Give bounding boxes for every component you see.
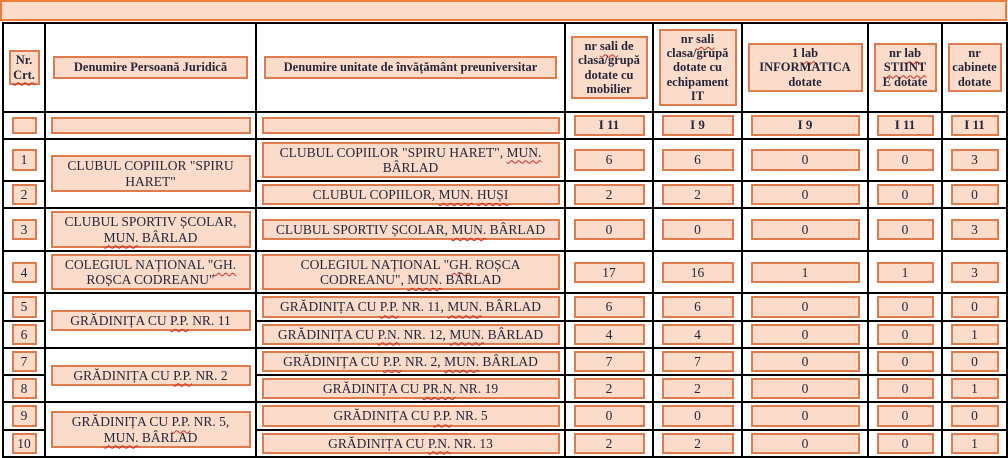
value: 3 xyxy=(971,222,978,238)
legal-entity-name: GRĂDINIȚA CU P.P. NR. 2 xyxy=(73,367,228,383)
value: 0 xyxy=(801,187,809,203)
value-cell xyxy=(565,430,653,457)
value-cell xyxy=(942,208,1007,251)
value: 2 xyxy=(694,435,701,451)
value-cell xyxy=(942,430,1007,457)
header-nr-crt-label: Nr. Crt. xyxy=(13,53,35,82)
subheader-code: I 11 xyxy=(894,117,916,132)
legal-entity-name: CLUBUL COPIILOR "SPIRU HARET" xyxy=(67,158,234,189)
value-cell xyxy=(565,208,653,251)
school-unit-cell xyxy=(256,251,565,294)
subheader-code-cell xyxy=(868,112,942,139)
row-number-cell xyxy=(3,348,45,375)
school-unit-name: GRĂDINIȚA CU P.P. NR. 5 xyxy=(333,408,488,424)
value-cell xyxy=(942,251,1007,294)
row-number-cell xyxy=(3,375,45,402)
value-cell xyxy=(742,139,868,182)
row-number: 10 xyxy=(17,435,31,451)
value-cell xyxy=(653,293,742,320)
value: 6 xyxy=(605,152,613,168)
value-cell xyxy=(868,375,942,402)
value: 2 xyxy=(694,187,701,203)
subheader-code: I 9 xyxy=(797,117,813,132)
header-persoana-juridica-label: Denumire Persoană Juridică xyxy=(73,60,228,75)
value-cell xyxy=(868,321,942,348)
row-number: 5 xyxy=(20,299,28,315)
subheader-blank-cell xyxy=(3,112,45,139)
table-row xyxy=(3,402,1007,429)
school-unit-cell xyxy=(256,208,565,251)
value-cell xyxy=(942,375,1007,402)
value-cell xyxy=(653,208,742,251)
school-unit-name: CLUBUL SPORTIV ȘCOLAR, MUN. BÂRLAD xyxy=(275,222,546,238)
value: 7 xyxy=(694,353,701,369)
subheader-code: I 11 xyxy=(964,117,985,132)
value-cell xyxy=(868,251,942,294)
value: 0 xyxy=(605,222,613,238)
value-cell xyxy=(565,402,653,429)
table-row xyxy=(3,208,1007,251)
value-cell xyxy=(942,293,1007,320)
school-unit-cell xyxy=(256,293,565,320)
value-cell xyxy=(742,251,868,294)
header-cabinete-label: nr cabinete dotate xyxy=(952,46,997,89)
header-persoana-juridica xyxy=(45,23,256,112)
value: 0 xyxy=(901,326,909,342)
value-cell xyxy=(868,181,942,208)
value: 0 xyxy=(801,299,809,315)
value-cell xyxy=(742,375,868,402)
value: 0 xyxy=(801,381,809,397)
subheader-code-cell xyxy=(742,112,868,139)
value-cell xyxy=(565,375,653,402)
value: 0 xyxy=(694,408,701,424)
school-unit-cell xyxy=(256,348,565,375)
value: 1 xyxy=(801,264,809,280)
school-unit-cell xyxy=(256,321,565,348)
header-cabinete xyxy=(942,23,1007,112)
value: 0 xyxy=(801,353,809,369)
value: 0 xyxy=(971,353,978,369)
school-unit-name: GRĂDINIȚA CU P.N. NR. 12, MUN. BÂRLAD xyxy=(277,326,544,342)
value: 6 xyxy=(694,299,701,315)
subheader-blank-cell xyxy=(45,112,256,139)
header-sali-it-label: nr sali clasa/grupă dotate cu echipament IT xyxy=(666,32,729,103)
row-number-cell xyxy=(3,430,45,457)
value-cell xyxy=(653,402,742,429)
value-cell xyxy=(742,293,868,320)
value: 1 xyxy=(971,435,978,451)
value: 1 xyxy=(901,264,909,280)
value-cell xyxy=(942,139,1007,182)
header-lab-informatica-label: 1 lab INFORMATICA dotate xyxy=(759,46,851,89)
subheader-code: I 9 xyxy=(690,117,705,132)
row-number-cell xyxy=(3,251,45,294)
empty-title-band xyxy=(0,0,1007,21)
header-sali-it xyxy=(653,23,742,112)
header-nr-crt xyxy=(3,23,45,112)
value: 1 xyxy=(971,326,978,342)
value: 16 xyxy=(690,264,705,280)
value: 0 xyxy=(971,408,978,424)
school-unit-name: COLEGIUL NAȚIONAL "GH. ROȘCA CODREANU", MUN. BÂRLAD xyxy=(300,256,521,288)
header-sali-mobilier xyxy=(565,23,653,112)
value: 0 xyxy=(801,326,809,342)
value-cell xyxy=(942,181,1007,208)
header-lab-stiinte-line2: STIINT xyxy=(883,60,927,75)
school-unit-name: CLUBUL COPIILOR, MUN. HUȘI xyxy=(312,187,509,203)
table-row xyxy=(3,348,1007,375)
subheader-blank-cell xyxy=(256,112,565,139)
header-lab-stiinte-line1: nr lab xyxy=(888,46,922,61)
school-unit-name: GRĂDINIȚA CU P.P. NR. 2, MUN. BÂRLAD xyxy=(283,353,538,369)
value-cell xyxy=(868,293,942,320)
row-number: 4 xyxy=(20,264,28,280)
value: 17 xyxy=(602,264,616,280)
school-unit-cell xyxy=(256,139,565,182)
row-number: 9 xyxy=(20,408,28,424)
value: 2 xyxy=(605,435,613,451)
school-unit-name: GRĂDINIȚA CU P.P. NR. 11, MUN. BÂRLAD xyxy=(280,299,541,315)
value: 0 xyxy=(901,408,909,424)
school-unit-cell xyxy=(256,402,565,429)
value-cell xyxy=(742,181,868,208)
value: 3 xyxy=(971,152,978,168)
header-row xyxy=(3,23,1007,112)
value-cell xyxy=(742,348,868,375)
school-unit-name: GRĂDINIȚA CU P.N. NR. 13 xyxy=(328,435,493,451)
legal-entity-cell xyxy=(45,293,256,348)
row-number-cell xyxy=(3,208,45,251)
row-number: 8 xyxy=(20,381,28,397)
header-lab-informatica xyxy=(742,23,868,112)
row-number: 2 xyxy=(20,187,28,203)
subheader-row xyxy=(3,112,1007,139)
value-cell xyxy=(742,430,868,457)
value-cell xyxy=(653,139,742,182)
value: 2 xyxy=(605,187,613,203)
legal-entity-name: GRĂDINIȚA CU P.P. NR. 11 xyxy=(70,313,231,329)
value: 0 xyxy=(901,222,909,238)
value-cell xyxy=(742,321,868,348)
value: 0 xyxy=(901,187,909,203)
legal-entity-name: CLUBUL SPORTIV ȘCOLAR, MUN. BÂRLAD xyxy=(64,214,237,245)
school-unit-cell xyxy=(256,181,565,208)
school-unit-name: GRĂDINIȚA CU PR.N. NR. 19 xyxy=(322,381,499,397)
value: 4 xyxy=(605,326,613,342)
value: 0 xyxy=(801,152,809,168)
table-row xyxy=(3,251,1007,294)
value-cell xyxy=(653,348,742,375)
value: 0 xyxy=(801,222,809,238)
row-number-cell xyxy=(3,293,45,320)
row-number-cell xyxy=(3,139,45,182)
school-unit-name: CLUBUL COPIILOR "SPIRU HARET", MUN. BÂRLAD xyxy=(279,144,542,175)
legal-entity-name: COLEGIUL NAȚIONAL "GH. ROȘCA CODREANU" xyxy=(64,256,237,288)
value-cell xyxy=(653,430,742,457)
legal-entity-name: GRĂDINIȚA CU P.P. NR. 5, MUN. BÂRLAD xyxy=(71,414,230,445)
value: 7 xyxy=(605,353,613,369)
row-number: 6 xyxy=(20,326,28,342)
value-cell xyxy=(868,402,942,429)
value-cell xyxy=(565,293,653,320)
subheader-code-cell xyxy=(565,112,653,139)
header-sali-mobilier-label: nr sali de clasa/grupă dotate cu mobilier xyxy=(578,39,640,96)
value: 1 xyxy=(971,381,978,397)
table-row xyxy=(3,139,1007,182)
value: 4 xyxy=(694,326,701,342)
value-cell xyxy=(653,181,742,208)
row-number-cell xyxy=(3,181,45,208)
row-number-cell xyxy=(3,402,45,429)
legal-entity-cell xyxy=(45,348,256,403)
legal-entity-cell xyxy=(45,251,256,294)
school-unit-cell xyxy=(256,375,565,402)
value-cell xyxy=(868,139,942,182)
value-cell xyxy=(565,139,653,182)
value: 0 xyxy=(971,187,978,203)
header-lab-stiinte xyxy=(868,23,942,112)
value-cell xyxy=(942,348,1007,375)
row-number: 3 xyxy=(20,222,28,238)
value-cell xyxy=(942,402,1007,429)
value-cell xyxy=(868,430,942,457)
subheader-code-cell xyxy=(653,112,742,139)
value: 0 xyxy=(901,381,909,397)
value: 0 xyxy=(901,435,909,451)
value: 0 xyxy=(801,435,809,451)
subheader-code-cell xyxy=(942,112,1007,139)
value-cell xyxy=(653,321,742,348)
value-cell xyxy=(653,251,742,294)
value-cell xyxy=(742,402,868,429)
value: 2 xyxy=(694,381,701,397)
value: 0 xyxy=(694,222,701,238)
value: 0 xyxy=(901,299,909,315)
value-cell xyxy=(653,375,742,402)
value: 0 xyxy=(901,353,909,369)
value: 6 xyxy=(694,152,701,168)
value: 6 xyxy=(605,299,613,315)
header-unitate-invatamant-label: Denumire unitate de învățământ preuniversitar xyxy=(283,60,538,75)
school-equipment-table xyxy=(2,22,1008,458)
value: 0 xyxy=(801,408,809,424)
value-cell xyxy=(742,208,868,251)
legal-entity-cell xyxy=(45,402,256,457)
value-cell xyxy=(868,208,942,251)
table-row xyxy=(3,293,1007,320)
header-unitate-invatamant xyxy=(256,23,565,112)
value-cell xyxy=(868,348,942,375)
row-number: 1 xyxy=(20,152,28,168)
row-number: 7 xyxy=(20,353,28,369)
school-unit-cell xyxy=(256,430,565,457)
value-cell xyxy=(565,251,653,294)
value: 0 xyxy=(901,152,909,168)
header-lab-stiinte-line3: E dotate xyxy=(882,74,928,89)
value-cell xyxy=(565,348,653,375)
value-cell xyxy=(565,181,653,208)
value-cell xyxy=(942,321,1007,348)
value: 2 xyxy=(605,381,613,397)
value-cell xyxy=(565,321,653,348)
legal-entity-cell xyxy=(45,139,256,209)
value: 0 xyxy=(605,408,613,424)
value: 0 xyxy=(971,299,978,315)
legal-entity-cell xyxy=(45,208,256,251)
subheader-code: I 11 xyxy=(598,117,620,132)
row-number-cell xyxy=(3,321,45,348)
value: 3 xyxy=(971,264,978,280)
